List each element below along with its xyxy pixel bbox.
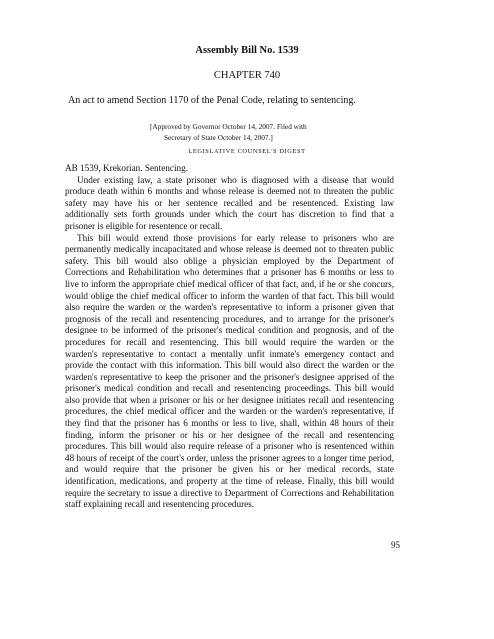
page-number: 95	[391, 540, 400, 550]
approval-note	[150, 122, 380, 143]
act-title: An act to amend Section 1170 of the Penal Code, relating to sentencing.	[68, 95, 356, 106]
digest-paragraph-1: Under existing law, a state prisoner who is diagnosed with a disease that would produce death within 6 months and whose release is deemed not to threaten the public safety may have his or her sentence recalled and be resentenced. Existing law additionally sets forth grounds under which the court has discretion to find that a prisoner is eligible for resentence or recall.	[65, 174, 394, 231]
digest-body	[65, 163, 394, 511]
bill-title: Assembly Bill No. 1539	[195, 45, 299, 56]
digest-paragraph-2: This bill would extend those provisions for early release to prisoners who are permanently medically incapacitated and whose release is deemed not to threaten public safety. This bill would also oblige a physician employed by the Department of Corrections and Rehabilitation who determines that a prisoner has 6 months or less to live to inform the appropriate chief medical officer of that fact, and, if he or she concurs, would oblige the chief medical officer to inform the warden of that fact. This bill would also require the warden or the warden's representative to inform a prisoner given that prognosis of the recall and resentencing procedures, and to arrange for the prisoner's designee to be informed of the prisoner's medical condition and prognosis, and of the procedures for recall and resentencing. This bill would require the warden or the warden's representative to contact a mentally unfit inmate's emergency contact and provide the contact with this information. This bill would also direct the warden or the warden's representative to keep the prisoner and the prisoner's designee apprised of the prisoner's medical condition and recall and resentencing proceedings. This bill would also provide that when a prisoner or his or her designee initiates recall and resentencing procedures, the chief medical officer and the warden or the warden's representative, if they find that the prisoner has 6 months or less to live, shall, within 48 hours of their finding, inform the prisoner or his or her designee of the recall and resentencing procedures. This bill would also require release of a prisoner who is resentenced within 48 hours of receipt of the court's order, unless the prisoner agrees to a longer time period, and would require that the prisoner be given his or her medical records, state identification, medications, and property at the time of release. Finally, this bill would require the secretary to issue a directive to Department of Corrections and Rehabilitation staff explaining recall and resentencing procedures.	[65, 232, 394, 510]
bill-summary-line: AB 1539, Krekorian. Sentencing.	[65, 163, 188, 173]
approval-line-2: Secretary of State October 14, 2007.]	[164, 132, 273, 142]
approval-line-1: [Approved by Governor October 14, 2007. Filed with	[150, 122, 307, 131]
digest-heading: LEGISLATIVE COUNSEL'S DIGEST	[188, 148, 306, 155]
chapter-number: CHAPTER 740	[213, 70, 281, 81]
